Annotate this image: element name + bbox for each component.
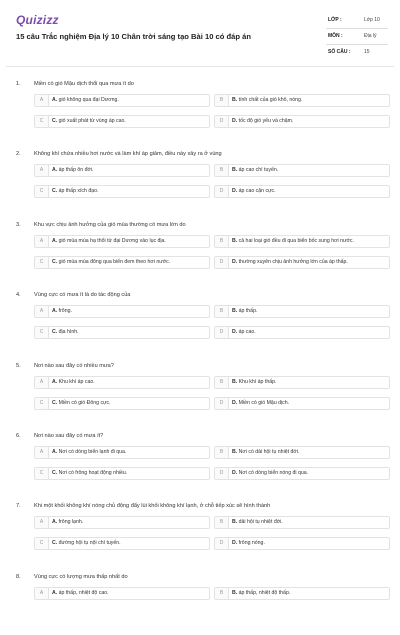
option-letter: A xyxy=(35,447,49,458)
answer-option-d[interactable] xyxy=(214,326,390,339)
option-letter: D xyxy=(215,257,229,268)
option-prefix: D. xyxy=(232,188,238,195)
option-prefix: D. xyxy=(232,118,238,124)
option-prefix: D. xyxy=(232,470,238,476)
option-body: đường hội tụ nội chí tuyến. xyxy=(58,540,121,547)
meta-value: 15 xyxy=(364,49,370,55)
option-prefix: B. xyxy=(232,308,238,315)
option-text xyxy=(232,538,265,549)
question-number: 5. xyxy=(16,362,21,369)
option-letter: A xyxy=(35,236,49,247)
option-body: Miền có gió Mậu dịch. xyxy=(238,399,290,406)
option-letter: A xyxy=(35,306,49,317)
option-body: Khu khí áp thấp. xyxy=(238,378,277,385)
option-letter: C xyxy=(35,257,49,268)
option-letter: C xyxy=(35,116,49,127)
option-body: tính chất của gió khô, nóng. xyxy=(238,97,303,103)
option-letter: B xyxy=(215,447,229,458)
question-text: Vùng cực có lượng mưa thấp nhất do xyxy=(34,573,128,580)
option-prefix: B. xyxy=(232,167,238,174)
option-text xyxy=(52,538,121,549)
option-body: Nơi có dải hội tụ nhiệt đới. xyxy=(238,449,300,455)
option-body: gió mùa mùa hạ thổi từ đại Dương vào lục địa. xyxy=(58,237,166,244)
meta-value: Lớp 10 xyxy=(364,17,380,23)
option-letter: A xyxy=(35,165,49,176)
option-text xyxy=(232,95,302,106)
option-text xyxy=(52,398,111,409)
answer-option-a[interactable] xyxy=(34,516,210,529)
option-letter: B xyxy=(215,517,229,528)
option-text xyxy=(52,447,126,458)
answer-option-d[interactable] xyxy=(214,397,390,410)
option-letter: B xyxy=(215,306,229,317)
option-prefix: B. xyxy=(232,449,238,455)
question-item xyxy=(0,354,400,424)
answer-option-a[interactable] xyxy=(34,376,210,389)
option-prefix: B. xyxy=(232,237,238,244)
option-prefix: A. xyxy=(52,378,58,385)
option-body: dải hội tụ nhiệt đới. xyxy=(238,519,283,526)
option-body: áp cao. xyxy=(238,329,256,336)
option-prefix: A. xyxy=(52,449,58,455)
question-text: Nơi nào sau đây có mưa ít? xyxy=(34,433,104,439)
option-prefix: B. xyxy=(232,589,238,596)
answer-option-b[interactable] xyxy=(214,446,390,459)
quizizz-logo: Quizizz xyxy=(16,13,59,27)
option-text xyxy=(52,186,98,197)
option-text xyxy=(52,116,126,127)
option-letter: D xyxy=(215,538,229,549)
question-item xyxy=(0,213,400,283)
meta-label: MÔN : xyxy=(328,33,343,39)
answer-option-b[interactable] xyxy=(214,164,390,177)
question-item xyxy=(0,283,400,353)
meta-row-subject xyxy=(326,29,388,45)
option-text xyxy=(52,165,93,176)
question-item xyxy=(0,494,400,564)
option-letter: C xyxy=(35,327,49,338)
header-divider xyxy=(6,66,394,67)
answer-option-b[interactable] xyxy=(214,376,390,389)
option-body: cả hai loại gió đều đi qua biển bốc sung hơi nước. xyxy=(238,237,354,244)
answer-option-b[interactable] xyxy=(214,305,390,318)
answer-option-c[interactable] xyxy=(34,537,210,550)
option-body: áp thấp xích đạo. xyxy=(58,188,99,195)
option-prefix: D. xyxy=(232,540,238,547)
option-text xyxy=(52,517,83,528)
meta-label: LỚP : xyxy=(328,17,342,23)
option-text xyxy=(232,447,299,458)
option-letter: D xyxy=(215,186,229,197)
option-letter: B xyxy=(215,236,229,247)
answer-option-c[interactable] xyxy=(34,467,210,480)
answer-option-c[interactable] xyxy=(34,185,210,198)
question-text: Khu vực chịu ảnh hưởng của gió mùa thường có mưa lớn do xyxy=(34,221,186,228)
answer-option-d[interactable] xyxy=(214,256,390,269)
option-prefix: A. xyxy=(52,308,58,315)
option-letter: D xyxy=(215,398,229,409)
answer-option-d[interactable] xyxy=(214,115,390,128)
option-letter: C xyxy=(35,468,49,479)
question-number: 3. xyxy=(16,221,21,228)
option-body: tốc độ gió yếu và chậm. xyxy=(238,118,294,124)
option-body: gió mùa mùa đông qua biển đem theo hơi nước. xyxy=(58,258,171,265)
answer-option-b[interactable] xyxy=(214,94,390,107)
option-letter: C xyxy=(35,398,49,409)
option-text xyxy=(232,327,256,338)
option-text xyxy=(52,306,72,317)
answer-option-a[interactable] xyxy=(34,94,210,107)
option-letter: B xyxy=(215,588,229,599)
meta-value: Địa lý xyxy=(364,33,377,39)
option-text xyxy=(52,327,79,338)
option-letter: D xyxy=(215,468,229,479)
option-text xyxy=(232,257,348,268)
question-item xyxy=(0,72,400,142)
question-number: 8. xyxy=(16,573,21,580)
option-letter: D xyxy=(215,116,229,127)
option-body: Miền có gió Đông cực. xyxy=(58,399,111,406)
question-text: Miền có gió Mậu dịch thổi qua mưa ít do xyxy=(34,81,134,87)
option-body: Khu khí áp cao. xyxy=(58,378,95,385)
option-body: địa hình. xyxy=(58,329,79,336)
option-prefix: C. xyxy=(52,188,58,195)
option-text xyxy=(232,116,293,127)
answer-option-b[interactable] xyxy=(214,235,390,248)
meta-row-count xyxy=(326,45,388,60)
option-prefix: C. xyxy=(52,258,58,265)
option-prefix: C. xyxy=(52,118,58,124)
option-text xyxy=(52,588,109,599)
meta-row-grade xyxy=(326,13,388,29)
answer-option-d[interactable] xyxy=(214,537,390,550)
answer-option-b[interactable] xyxy=(214,587,390,600)
answer-option-c[interactable] xyxy=(34,397,210,410)
quiz-header xyxy=(0,0,400,72)
question-text: Vùng cực có mưa ít là do tác động của xyxy=(34,292,131,299)
option-prefix: C. xyxy=(52,540,58,547)
option-prefix: A. xyxy=(52,589,58,596)
question-text: Khi một khối không khí nóng chủ động đẩy lùi khối không khí lạnh, ở chỗ tiếp xúc sẽ hình thành xyxy=(34,503,271,510)
option-letter: A xyxy=(35,377,49,388)
option-body: áp cao chí tuyến. xyxy=(238,167,279,174)
option-body: Nơi có frông hoạt động nhiều. xyxy=(58,470,128,476)
answer-option-a[interactable] xyxy=(34,446,210,459)
option-text xyxy=(52,468,127,479)
option-text xyxy=(232,398,289,409)
option-body: Nơi có dòng biển lạnh đi qua. xyxy=(58,449,127,455)
option-text xyxy=(232,186,276,197)
option-letter: A xyxy=(35,588,49,599)
question-number: 6. xyxy=(16,433,21,439)
option-prefix: B. xyxy=(232,519,238,526)
option-prefix: C. xyxy=(52,399,58,406)
option-text xyxy=(232,236,354,247)
option-prefix: A. xyxy=(52,167,58,174)
answer-option-b[interactable] xyxy=(214,516,390,529)
option-prefix: C. xyxy=(52,329,58,336)
option-text xyxy=(52,95,119,106)
option-prefix: A. xyxy=(52,237,58,244)
option-prefix: D. xyxy=(232,329,238,336)
option-letter: B xyxy=(215,377,229,388)
question-number: 2. xyxy=(16,151,21,158)
option-text xyxy=(232,306,257,317)
option-body: thường xuyên chịu ảnh hưởng lớn của áp thấp. xyxy=(238,258,348,265)
option-body: áp thấp ôn đới. xyxy=(58,167,94,174)
answer-option-a[interactable] xyxy=(34,164,210,177)
option-body: áp cao cận cực. xyxy=(238,188,276,195)
option-text xyxy=(52,377,95,388)
answer-option-d[interactable] xyxy=(214,185,390,198)
option-text xyxy=(232,377,276,388)
option-body: frông lạnh. xyxy=(58,519,84,526)
option-letter: A xyxy=(35,517,49,528)
option-text xyxy=(232,588,290,599)
option-body: gió xuất phát từ vùng áp cao. xyxy=(58,118,126,124)
quiz-title: 15 câu Trắc nghiệm Địa lý 10 Chân trời sáng tạo Bài 10 có đáp án xyxy=(16,32,251,41)
option-text xyxy=(52,236,166,247)
option-letter: C xyxy=(35,186,49,197)
option-prefix: A. xyxy=(52,519,58,526)
option-letter: B xyxy=(215,95,229,106)
question-text: Không khí chứa nhiều hơi nước và làm khí áp giảm, điều này xảy ra ở vùng xyxy=(34,151,222,158)
question-number: 4. xyxy=(16,292,21,299)
option-body: áp thấp, nhiệt độ thấp. xyxy=(238,589,291,596)
option-body: Nơi có dòng biển nóng đi qua. xyxy=(238,470,309,476)
option-body: frông. xyxy=(58,308,72,315)
option-prefix: B. xyxy=(232,378,238,385)
question-number: 1. xyxy=(16,81,21,87)
option-body: áp thấp, nhiệt độ cao. xyxy=(58,589,109,596)
answer-option-a[interactable] xyxy=(34,305,210,318)
option-prefix: D. xyxy=(232,258,238,265)
option-prefix: C. xyxy=(52,470,58,476)
meta-label: SỐ CÂU : xyxy=(328,49,351,55)
option-letter: D xyxy=(215,327,229,338)
option-letter: A xyxy=(35,95,49,106)
option-body: áp thấp. xyxy=(238,308,258,315)
question-number: 7. xyxy=(16,503,21,510)
option-text xyxy=(232,517,283,528)
question-text: Nơi nào sau đây có nhiều mưa? xyxy=(34,362,114,369)
option-text xyxy=(52,257,170,268)
answer-option-c[interactable] xyxy=(34,326,210,339)
option-prefix: A. xyxy=(52,97,58,103)
option-letter: B xyxy=(215,165,229,176)
answer-option-c[interactable] xyxy=(34,115,210,128)
quiz-meta-box xyxy=(326,13,388,60)
option-text xyxy=(232,165,278,176)
option-text xyxy=(232,468,308,479)
option-prefix: D. xyxy=(232,399,238,406)
answer-option-d[interactable] xyxy=(214,467,390,480)
option-prefix: B. xyxy=(232,97,238,103)
answer-option-a[interactable] xyxy=(34,235,210,248)
answer-option-a[interactable] xyxy=(34,587,210,600)
option-body: gió không qua đại Dương. xyxy=(58,97,119,103)
option-letter: C xyxy=(35,538,49,549)
answer-option-c[interactable] xyxy=(34,256,210,269)
option-body: frông nóng. xyxy=(238,540,265,547)
question-item xyxy=(0,424,400,494)
question-item xyxy=(0,142,400,212)
